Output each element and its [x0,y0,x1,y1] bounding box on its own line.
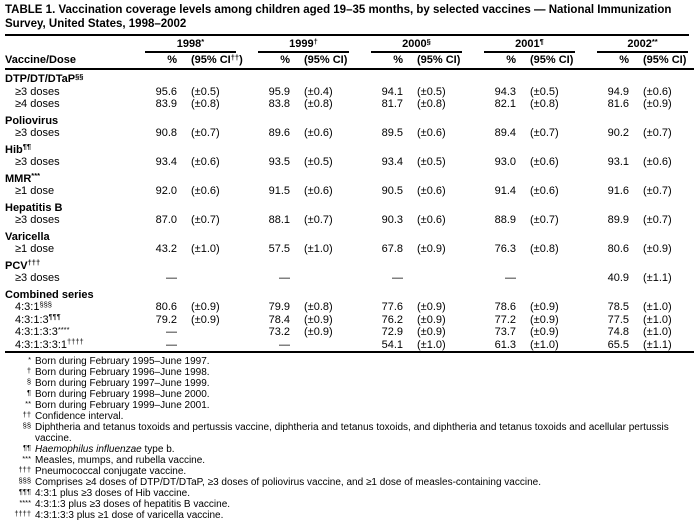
pct-value: 90.8 [155,127,177,139]
group-label-text: MMR [5,172,32,185]
footnote-text: Born during February 1999–June 2001. [35,400,210,411]
ci-value: (±0.7) [304,214,333,226]
footnote-mark: §§ [75,71,84,81]
footnote-mark: ** [651,36,658,46]
footnote-mark: †††† [14,508,31,518]
pct-value: 83.8 [268,98,290,110]
row-label [5,272,133,285]
pct-value: 94.3 [494,85,516,98]
ci-header [179,53,246,69]
footnote-mark: ** [25,398,31,408]
footnote [5,455,689,466]
footnote-mark: § [426,36,431,46]
pct-header: % [585,53,631,69]
table-title: TABLE 1. Vaccination coverage levels among children aged 19–35 months, by selected vaccines — National Immunization Survey, United States, 1998–2002 [5,3,689,36]
vaccine-group-row [5,198,694,215]
ci-header-text: ) [343,54,348,66]
table-row [5,98,694,111]
pct-value: 91.6 [607,185,629,197]
footnote [5,356,689,367]
pct-value: — [166,326,177,338]
footnote [5,444,689,455]
series-label-text: 4:3:1:3:3 [15,326,58,338]
pct-value: 80.6 [155,301,177,313]
ci-value [405,272,472,285]
footnote [5,466,689,477]
ci-value [518,272,585,285]
year-header-1999 [246,36,359,53]
pct-value: 91.4 [494,185,516,197]
dose-label-text: ≥3 doses [15,85,60,98]
vaccine-group-label [5,227,694,244]
vaccine-group-label [5,69,694,86]
footnote-mark: *** [31,171,41,180]
table-row [5,156,694,169]
vaccine-group-label [5,111,694,128]
vaccine-group-row [5,69,694,86]
footnote-mark: ¶¶¶ [48,312,61,321]
pct-value: 92.0 [155,185,177,197]
pct-value: 78.5 [607,301,629,313]
ci-value: (±0.8) [304,98,333,110]
ci-value: (±0.6) [530,156,559,168]
ci-value: (±1.1) [643,338,672,351]
footnote-text: Born during February 1996–June 1998. [35,367,210,378]
ci-value: (±1.0) [643,326,672,338]
row-label [5,214,133,227]
vaccine-group-label [5,140,694,157]
pct-value: 73.7 [494,326,516,338]
ci-value: (±1.1) [643,272,672,284]
ci-header [631,53,694,69]
ci-value: (±0.8) [417,98,446,110]
footnote-mark: § [26,376,31,386]
footnote-text: Born during February 1998–June 2000. [35,389,210,400]
pct-value: 79.9 [268,301,290,313]
footnote-mark: †† [22,409,31,419]
vaccine-group-row [5,256,694,273]
footnote [5,411,689,422]
ci-value: (±0.7) [530,214,559,226]
footnote-text: Measles, mumps, and rubella vaccine. [35,455,206,466]
dose-label-text: ≥3 doses [15,127,60,139]
row-label [5,86,133,99]
pct-value: 95.6 [155,85,177,98]
year-label: 2000 [402,38,427,50]
year-header-1998 [133,36,246,53]
ci-header-text: (95% CI [530,54,570,66]
ci-value: (±0.7) [530,127,559,139]
row-label [5,185,133,198]
ci-value: (±0.8) [530,98,559,110]
pct-value: 57.5 [268,243,290,255]
year-label: 2001 [515,38,540,50]
ci-value [179,272,246,285]
pct-value: 67.8 [381,243,403,255]
pct-value: 93.1 [607,156,629,168]
ci-value: (±0.9) [304,313,333,326]
table-row [5,272,694,285]
ci-value: (±0.6) [191,185,220,197]
vaccine-group-label [5,285,694,302]
pct-header: % [246,53,292,69]
row-label [5,339,133,353]
pct-value: 94.9 [607,85,629,98]
table-row [5,86,694,99]
footnote [5,499,689,510]
ci-value: (±1.0) [304,243,333,255]
pct-value: 88.9 [494,214,516,226]
ci-value: (±0.6) [191,156,220,168]
series-label-text: 4:3:1:3 [15,313,49,326]
footnote-text: 4:3:1 plus ≥3 doses of Hib vaccine. [35,488,191,499]
group-label-text: DTP/DT/DTaP [5,73,76,85]
ci-header-text: (95% CI [304,54,344,66]
ci-value: (±0.7) [643,127,672,139]
vaccine-group-label [5,198,694,215]
pct-value: 54.1 [381,338,403,351]
pct-value: 78.6 [494,301,516,313]
ci-value: (±0.7) [191,214,220,226]
ci-value: (±0.5) [417,156,446,168]
ci-value: (±0.9) [417,301,446,313]
pct-value: 73.2 [268,326,290,338]
footnote-text: 4:3:1:3 plus ≥3 doses of hepatitis B vaccine. [35,499,231,510]
pct-value: 93.4 [155,156,177,168]
pct-value: 81.7 [381,98,403,110]
pct-value: 83.9 [155,98,177,110]
ci-value: (±0.9) [530,313,559,326]
pct-value: 79.2 [155,313,177,326]
vaccination-coverage-table [5,36,694,353]
group-label-text: Hepatitis B [5,201,63,214]
ci-value: (±0.6) [643,85,672,98]
ci-value: (±0.9) [643,243,672,255]
footnote [5,488,689,499]
ci-value: (±0.9) [417,326,446,338]
pct-header: % [359,53,405,69]
pct-value: 88.1 [268,214,290,226]
footnote-mark: ¶¶¶ [18,486,31,496]
footnote-mark: ¶ [26,387,31,397]
ci-value: (±0.9) [530,326,559,338]
footnote-text: type b. [141,444,175,455]
table-row [5,127,694,140]
ci-value [292,339,359,353]
vaccine-dose-header: Vaccine/Dose [5,53,133,69]
ci-value: (±0.8) [530,243,559,255]
ci-value: (±0.9) [530,301,559,313]
ci-value: (±0.9) [191,313,220,326]
pct-value: 90.2 [607,127,629,139]
table-row [5,214,694,227]
pct-value: — [279,338,290,351]
footnote [5,422,689,444]
pct-header: % [472,53,518,69]
ci-value: (±0.5) [304,156,333,168]
group-label-text: PCV [5,259,28,272]
year-header-2000 [359,36,472,53]
vaccine-group-row [5,285,694,302]
pct-value: 77.5 [607,313,629,326]
pct-value: 61.3 [494,338,516,351]
footnote-mark: † [313,36,318,46]
footnote-text: Pneumococcal conjugate vaccine. [35,466,187,477]
footnote-mark: *** [22,453,31,463]
footnote [5,400,689,411]
pct-value: 43.2 [155,243,177,255]
pct-value: 95.9 [268,85,290,98]
row-label [5,243,133,256]
ci-value: (±0.8) [191,98,220,110]
empty-header-cell [5,36,133,53]
pct-value: 40.9 [607,272,629,284]
ci-value: (±1.0) [530,338,559,351]
pct-value: 90.3 [381,214,403,226]
footnote [5,477,689,488]
year-header-2002 [585,36,694,53]
ci-value: (±0.7) [191,127,220,139]
pct-value: 87.0 [155,214,177,226]
pct-value: 80.6 [607,243,629,255]
pct-header: % [133,53,179,69]
ci-value: (±0.9) [417,313,446,326]
table-row [5,301,694,314]
ci-value: (±0.6) [417,214,446,226]
footnote-mark: ††† [27,258,41,267]
footnote-mark: §§§ [18,475,31,485]
footnote [5,378,689,389]
group-label-text: Varicella [5,230,50,243]
ci-value: (±0.5) [530,85,559,98]
footnote-mark: §§§ [39,299,52,309]
series-label-text: 4:3:1 [15,301,40,313]
group-label-text: Combined series [5,288,94,301]
vaccine-group-row [5,140,694,157]
year-label: 1998 [176,38,202,50]
ci-header-text: ) [456,54,461,66]
ci-value: (±0.4) [304,85,333,98]
ci-value: (±0.5) [417,85,446,98]
ci-value: (±0.9) [191,301,220,313]
pct-value: 77.2 [494,313,516,326]
dose-label-text: ≥3 doses [15,156,60,168]
ci-value: (±0.6) [304,185,333,197]
pct-value: 76.2 [381,313,403,326]
series-label-text: 4:3:1:3:3:1 [15,338,67,351]
ci-header-text: (95% CI [643,54,683,66]
table-row [5,185,694,198]
pct-value: 89.4 [494,127,516,139]
pct-value: 89.9 [607,214,629,226]
footnote-mark: ¶¶ [22,442,31,452]
footnote-text: Diphtheria and tetanus toxoids and pertussis vaccine, diphtheria and tetanus toxoids, and diphtheria and tetanus toxoids and acellular pertussis vaccine. [35,422,669,444]
pct-value: 89.6 [268,127,290,139]
row-label [5,301,133,314]
footnote [5,367,689,378]
dose-label-text: ≥3 doses [15,214,60,226]
vaccine-group-row [5,169,694,186]
ci-value [179,326,246,339]
pct-value: 93.5 [268,156,290,168]
footnote-mark: ¶ [539,36,544,46]
vaccine-group-row [5,111,694,128]
pct-value: — [279,272,290,284]
ci-header-text: (95% CI [191,54,231,66]
pct-value: 93.4 [381,156,403,168]
ci-value: (±0.9) [417,243,446,255]
group-label-text: Hib [5,143,23,156]
year-header-row [5,36,694,53]
ci-value: (±1.0) [643,313,672,326]
row-label [5,98,133,111]
ci-value: (±0.7) [643,214,672,226]
pct-value: 65.5 [607,338,629,351]
dose-label-text: ≥3 doses [15,272,60,284]
pct-value: 76.3 [494,243,516,255]
footnotes-section [5,356,689,521]
ci-header-text: ) [239,54,243,66]
pct-value: 72.9 [381,326,403,338]
pct-value: 74.8 [607,326,629,338]
ci-value: (±0.9) [643,98,672,110]
pct-value: 94.1 [381,85,403,98]
vaccine-group-label [5,256,694,273]
row-label [5,156,133,169]
pct-value: — [505,272,516,284]
ci-header [518,53,585,69]
ci-value [179,339,246,353]
year-label: 2002 [627,38,652,50]
pct-value: 90.5 [381,185,403,197]
ci-header-text: ) [569,54,574,66]
footnote-text: Comprises ≥4 doses of DTP/DT/DTaP, ≥3 doses of poliovirus vaccine, and ≥1 dose of measles-containing vaccine. [35,477,541,488]
pct-value: — [166,338,177,351]
footnote [5,389,689,400]
table-row [5,326,694,339]
pct-value: 77.6 [381,301,403,313]
year-label: 1999 [289,38,314,50]
footnote-mark: ¶¶ [22,142,32,151]
ci-value: (±1.0) [191,243,220,255]
pct-value: 93.0 [494,156,516,168]
pct-value: 91.5 [268,185,290,197]
ci-value: (±0.6) [530,185,559,197]
ci-header [292,53,359,69]
pct-value: 81.6 [607,98,629,110]
ci-value: (±1.0) [643,301,672,313]
pct-value: 82.1 [494,98,516,110]
footnote-mark: * [28,354,31,364]
row-label [5,127,133,140]
footnote-mark: ††† [18,464,31,474]
ci-header-text: ) [682,54,687,66]
group-label-text: Poliovirus [5,114,59,127]
footnote-text: 4:3:1:3:3 plus ≥1 dose of varicella vaccine. [35,510,224,521]
ci-value [292,272,359,285]
subheader-row [5,53,694,69]
ci-value: (±0.6) [417,185,446,197]
footnote-mark: **** [57,324,70,334]
dose-label-text: ≥1 dose [15,243,55,255]
dose-label-text: ≥4 doses [15,98,60,110]
ci-value: (±1.0) [417,338,446,351]
ci-value: (±0.6) [304,127,333,139]
ci-header [405,53,472,69]
ci-header-text: (95% CI [417,54,457,66]
footnote-text: Born during February 1997–June 1999. [35,378,210,389]
year-header-2001 [472,36,585,53]
pct-value: 89.5 [381,127,403,139]
table-row [5,243,694,256]
ci-value: (±0.7) [643,185,672,197]
footnote-text: Born during February 1995–June 1997. [35,356,210,367]
ci-value: (±0.6) [417,127,446,139]
ci-value: (±0.8) [304,301,333,313]
footnote-mark: † [26,365,31,375]
vaccine-group-row [5,227,694,244]
table-row [5,314,694,327]
footnote-text: Confidence interval. [35,411,124,422]
ci-value: (±0.5) [191,85,220,98]
ci-value: (±0.9) [304,326,333,338]
pct-value: — [166,272,177,284]
footnote-mark: **** [19,497,31,507]
footnote-mark: †††† [67,337,84,346]
footnote-mark: * [201,36,205,46]
dose-label-text: ≥1 dose [15,185,55,197]
pct-value: 78.4 [268,313,290,326]
pct-value: — [392,272,403,284]
footnote-mark: §§ [22,420,31,430]
vaccine-group-label [5,169,694,186]
table-row [5,339,694,353]
footnote-mark: †† [230,52,240,62]
footnote-text-italic: Haemophilus influenzae [35,444,142,455]
ci-value: (±0.6) [643,156,672,168]
